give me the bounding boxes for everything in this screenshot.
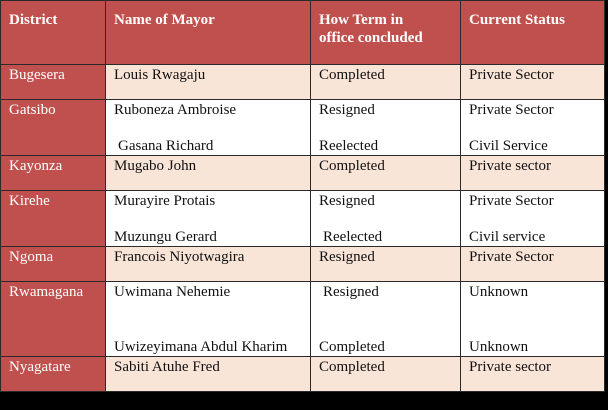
term-cell <box>311 156 461 191</box>
mayor-name: Ruboneza Ambroise <box>114 102 237 118</box>
term-value: Resigned <box>319 193 375 209</box>
mayor-name: Muzungu Gerard <box>114 229 217 245</box>
status-value: Unknown <box>469 284 529 300</box>
status-value: Civil Service <box>469 138 548 154</box>
table-row <box>1 65 605 100</box>
term-value: Completed <box>319 67 385 83</box>
status-value: Private sector <box>469 359 552 375</box>
status-cell <box>461 156 605 191</box>
status-value: Unknown <box>469 339 529 355</box>
term-cell <box>311 247 461 282</box>
table-row <box>1 247 605 282</box>
header-mayor: Name of Mayor <box>106 1 311 65</box>
status-value: Private Sector <box>469 102 554 118</box>
mayor-name: Louis Rwagaju <box>114 67 206 83</box>
term-value: Reelected <box>323 229 383 245</box>
table-row <box>1 357 605 392</box>
term-value: Completed <box>319 158 385 174</box>
district-cell: Kirehe <box>1 191 106 247</box>
mayor-name: Uwizeyimana Abdul Kharim <box>114 339 288 355</box>
header-term-line1: How Term in <box>319 12 404 28</box>
status-value: Civil service <box>469 229 546 245</box>
table-row <box>1 191 605 247</box>
mayor-cell <box>106 156 311 191</box>
term-cell <box>311 282 461 357</box>
mayor-cell <box>106 100 311 156</box>
mayor-name: Sabiti Atuhe Fred <box>114 359 220 375</box>
district-cell: Kayonza <box>1 156 106 191</box>
term-cell <box>311 357 461 392</box>
district-cell: Nyagatare <box>1 357 106 392</box>
mayor-cell <box>106 357 311 392</box>
status-cell <box>461 191 605 247</box>
term-value: Completed <box>319 359 385 375</box>
district-cell: Ngoma <box>1 247 106 282</box>
mayor-name: Mugabo John <box>114 158 197 174</box>
term-cell <box>311 65 461 100</box>
table-row <box>1 156 605 191</box>
status-cell <box>461 100 605 156</box>
status-cell <box>461 357 605 392</box>
table-row <box>1 282 605 357</box>
header-status: Current Status <box>461 1 605 65</box>
district-cell: Bugesera <box>1 65 106 100</box>
status-value: Private Sector <box>469 249 554 265</box>
mayor-name: Uwimana Nehemie <box>114 284 231 300</box>
status-value: Private Sector <box>469 193 554 209</box>
mayor-name: Murayire Protais <box>114 193 216 209</box>
term-value: Reelected <box>319 138 379 154</box>
term-value: Resigned <box>319 102 375 118</box>
term-cell <box>311 100 461 156</box>
mayor-cell <box>106 191 311 247</box>
district-cell: Gatsibo <box>1 100 106 156</box>
table-row <box>1 100 605 156</box>
mayor-name: Francois Niyotwagira <box>114 249 245 265</box>
status-cell <box>461 247 605 282</box>
district-cell: Rwamagana <box>1 282 106 357</box>
header-district: District <box>1 1 106 65</box>
mayor-name: Gasana Richard <box>118 138 214 154</box>
status-cell <box>461 282 605 357</box>
mayor-cell <box>106 65 311 100</box>
term-value: Resigned <box>323 284 379 300</box>
term-cell <box>311 191 461 247</box>
header-term-line2: office concluded <box>319 30 423 46</box>
mayor-cell <box>106 282 311 357</box>
status-value: Private Sector <box>469 67 554 83</box>
status-value: Private sector <box>469 158 552 174</box>
header-row <box>1 1 605 65</box>
mayor-cell <box>106 247 311 282</box>
term-value: Resigned <box>319 249 375 265</box>
term-value: Completed <box>319 339 385 355</box>
status-cell <box>461 65 605 100</box>
header-term <box>311 1 461 65</box>
